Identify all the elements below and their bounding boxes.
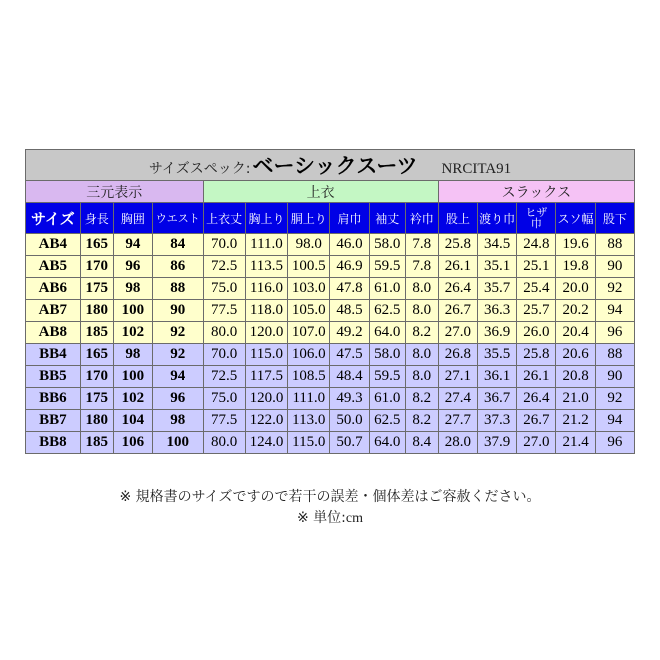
value-cell: 88 [595, 234, 634, 256]
value-cell: 8.0 [405, 344, 438, 366]
value-cell: 64.0 [369, 432, 405, 454]
size-code-cell: AB4 [26, 234, 81, 256]
size-code-cell: BB8 [26, 432, 81, 454]
value-cell: 115.0 [245, 344, 287, 366]
unit-note [0, 507, 660, 527]
value-cell: 8.0 [405, 300, 438, 322]
value-cell: 26.1 [438, 256, 477, 278]
value-cell: 48.4 [330, 366, 369, 388]
value-cell: 77.5 [203, 410, 245, 432]
value-cell: 34.5 [478, 234, 517, 256]
value-cell: 175 [80, 388, 113, 410]
value-cell: 37.9 [478, 432, 517, 454]
value-cell: 102 [113, 388, 152, 410]
value-cell: 103.0 [288, 278, 330, 300]
size-code-cell: AB8 [26, 322, 81, 344]
value-cell: 113.0 [288, 410, 330, 432]
value-cell: 72.5 [203, 366, 245, 388]
value-cell: 20.8 [556, 366, 595, 388]
value-cell: 19.8 [556, 256, 595, 278]
value-cell: 100 [152, 432, 203, 454]
value-cell: 94 [595, 300, 634, 322]
value-cell: 47.8 [330, 278, 369, 300]
size-code-cell: BB4 [26, 344, 81, 366]
value-cell: 165 [80, 234, 113, 256]
value-cell: 86 [152, 256, 203, 278]
value-cell: 64.0 [369, 322, 405, 344]
value-cell: 20.2 [556, 300, 595, 322]
value-cell: 90 [595, 256, 634, 278]
value-cell: 98 [152, 410, 203, 432]
column-header: 衿巾 [405, 203, 438, 234]
value-cell: 102 [113, 322, 152, 344]
column-header: 渡り巾 [478, 203, 517, 234]
value-cell: 19.6 [556, 234, 595, 256]
table-row [26, 234, 635, 256]
column-header [517, 203, 556, 234]
value-cell: 46.0 [330, 234, 369, 256]
value-cell: 180 [80, 300, 113, 322]
value-cell: 59.5 [369, 256, 405, 278]
column-header: 胸上り [245, 203, 287, 234]
value-cell: 90 [152, 300, 203, 322]
disclaimer-note: ※ 規格書のサイズですので若干の誤差・個体差はご容赦ください。 [119, 489, 541, 505]
value-cell: 21.2 [556, 410, 595, 432]
value-cell: 98.0 [288, 234, 330, 256]
value-cell: 94 [113, 234, 152, 256]
product-code: NRCITA91 [441, 161, 512, 177]
value-cell: 62.5 [369, 300, 405, 322]
value-cell: 77.5 [203, 300, 245, 322]
table-row [26, 388, 635, 410]
table-row [26, 278, 635, 300]
value-cell: 26.7 [438, 300, 477, 322]
value-cell: 49.3 [330, 388, 369, 410]
value-cell: 170 [80, 366, 113, 388]
value-cell: 27.7 [438, 410, 477, 432]
value-cell: 96 [113, 256, 152, 278]
value-cell: 96 [152, 388, 203, 410]
value-cell: 124.0 [245, 432, 287, 454]
value-cell: 25.8 [517, 344, 556, 366]
value-cell: 100 [113, 300, 152, 322]
value-cell: 50.0 [330, 410, 369, 432]
value-cell: 8.0 [405, 278, 438, 300]
value-cell: 80.0 [203, 432, 245, 454]
value-cell: 92 [595, 278, 634, 300]
value-cell: 37.3 [478, 410, 517, 432]
value-cell: 61.0 [369, 278, 405, 300]
value-cell: 70.0 [203, 234, 245, 256]
value-cell: 26.0 [517, 322, 556, 344]
value-cell: 104 [113, 410, 152, 432]
value-cell: 100.5 [288, 256, 330, 278]
size-code-cell: AB6 [26, 278, 81, 300]
value-cell: 46.9 [330, 256, 369, 278]
value-cell: 36.7 [478, 388, 517, 410]
size-code-cell: AB7 [26, 300, 81, 322]
value-cell: 35.5 [478, 344, 517, 366]
value-cell: 94 [595, 410, 634, 432]
value-cell: 113.5 [245, 256, 287, 278]
column-header: 胸囲 [113, 203, 152, 234]
value-cell: 36.1 [478, 366, 517, 388]
value-cell: 122.0 [245, 410, 287, 432]
value-cell: 7.8 [405, 234, 438, 256]
value-cell: 62.5 [369, 410, 405, 432]
table-row [26, 300, 635, 322]
value-cell: 59.5 [369, 366, 405, 388]
unit-value: cm [345, 511, 363, 526]
column-header-row [26, 203, 635, 234]
group-three-dimension: 三元表示 [26, 181, 204, 203]
column-header: 股上 [438, 203, 477, 234]
value-cell: 92 [152, 344, 203, 366]
value-cell: 20.6 [556, 344, 595, 366]
value-cell: 27.0 [438, 322, 477, 344]
size-rows [26, 234, 635, 454]
value-cell: 185 [80, 432, 113, 454]
unit-label: ※ 単位: [296, 510, 346, 526]
value-cell: 90 [595, 366, 634, 388]
value-cell: 20.4 [556, 322, 595, 344]
value-cell: 72.5 [203, 256, 245, 278]
value-cell: 8.2 [405, 322, 438, 344]
column-header: 胴上り [288, 203, 330, 234]
value-cell: 27.1 [438, 366, 477, 388]
column-header: ウエスト [152, 203, 203, 234]
value-cell: 50.7 [330, 432, 369, 454]
table-row [26, 432, 635, 454]
title-label: サイズスペック: [148, 161, 251, 177]
table-row [26, 410, 635, 432]
value-cell: 25.8 [438, 234, 477, 256]
value-cell: 96 [595, 432, 634, 454]
value-cell: 96 [595, 322, 634, 344]
table-row [26, 256, 635, 278]
value-cell: 26.1 [517, 366, 556, 388]
value-cell: 26.4 [517, 388, 556, 410]
value-cell: 108.5 [288, 366, 330, 388]
value-cell: 26.8 [438, 344, 477, 366]
value-cell: 120.0 [245, 322, 287, 344]
value-cell: 58.0 [369, 344, 405, 366]
column-header: 袖丈 [369, 203, 405, 234]
value-cell: 75.0 [203, 388, 245, 410]
value-cell: 20.0 [556, 278, 595, 300]
value-cell: 111.0 [288, 388, 330, 410]
column-header: 身長 [80, 203, 113, 234]
column-header: 上衣丈 [203, 203, 245, 234]
value-cell: 27.0 [517, 432, 556, 454]
value-cell: 115.0 [288, 432, 330, 454]
value-cell: 117.5 [245, 366, 287, 388]
table-title [26, 150, 635, 181]
value-cell: 92 [595, 388, 634, 410]
group-jacket: 上衣 [203, 181, 438, 203]
value-cell: 27.4 [438, 388, 477, 410]
table-row [26, 344, 635, 366]
value-cell: 80.0 [203, 322, 245, 344]
value-cell: 106 [113, 432, 152, 454]
value-cell: 8.4 [405, 432, 438, 454]
value-cell: 36.3 [478, 300, 517, 322]
size-code-cell: BB6 [26, 388, 81, 410]
column-header: 肩巾 [330, 203, 369, 234]
value-cell: 111.0 [245, 234, 287, 256]
value-cell: 26.4 [438, 278, 477, 300]
value-cell: 70.0 [203, 344, 245, 366]
value-cell: 180 [80, 410, 113, 432]
value-cell: 170 [80, 256, 113, 278]
value-cell: 25.1 [517, 256, 556, 278]
size-code-cell: BB5 [26, 366, 81, 388]
value-cell: 7.8 [405, 256, 438, 278]
value-cell: 8.0 [405, 366, 438, 388]
value-cell: 175 [80, 278, 113, 300]
value-cell: 35.7 [478, 278, 517, 300]
value-cell: 21.4 [556, 432, 595, 454]
column-header: スソ幅 [556, 203, 595, 234]
value-cell: 165 [80, 344, 113, 366]
group-slacks: スラックス [438, 181, 634, 203]
table-row [26, 322, 635, 344]
size-spec-table [25, 149, 635, 454]
value-cell: 88 [152, 278, 203, 300]
value-cell: 61.0 [369, 388, 405, 410]
value-cell: 116.0 [245, 278, 287, 300]
value-cell: 120.0 [245, 388, 287, 410]
value-cell: 8.2 [405, 388, 438, 410]
value-cell: 47.5 [330, 344, 369, 366]
value-cell: 84 [152, 234, 203, 256]
value-cell: 105.0 [288, 300, 330, 322]
value-cell: 98 [113, 278, 152, 300]
product-name: ベーシックスーツ [252, 154, 418, 178]
value-cell: 35.1 [478, 256, 517, 278]
value-cell: 49.2 [330, 322, 369, 344]
size-code-cell: BB7 [26, 410, 81, 432]
column-header: 股下 [595, 203, 634, 234]
value-cell: 106.0 [288, 344, 330, 366]
value-cell: 98 [113, 344, 152, 366]
size-code-cell: AB5 [26, 256, 81, 278]
value-cell: 25.7 [517, 300, 556, 322]
value-cell: 185 [80, 322, 113, 344]
value-cell: 28.0 [438, 432, 477, 454]
value-cell: 21.0 [556, 388, 595, 410]
value-cell: 8.2 [405, 410, 438, 432]
value-cell: 88 [595, 344, 634, 366]
value-cell: 36.9 [478, 322, 517, 344]
value-cell: 118.0 [245, 300, 287, 322]
value-cell: 94 [152, 366, 203, 388]
table-row [26, 366, 635, 388]
value-cell: 58.0 [369, 234, 405, 256]
value-cell: 24.8 [517, 234, 556, 256]
value-cell: 25.4 [517, 278, 556, 300]
value-cell: 92 [152, 322, 203, 344]
column-header: サイズ [26, 203, 81, 234]
value-cell: 107.0 [288, 322, 330, 344]
value-cell: 26.7 [517, 410, 556, 432]
value-cell: 75.0 [203, 278, 245, 300]
knee-width-header: ヒザ巾 [525, 206, 548, 230]
value-cell: 48.5 [330, 300, 369, 322]
value-cell: 100 [113, 366, 152, 388]
